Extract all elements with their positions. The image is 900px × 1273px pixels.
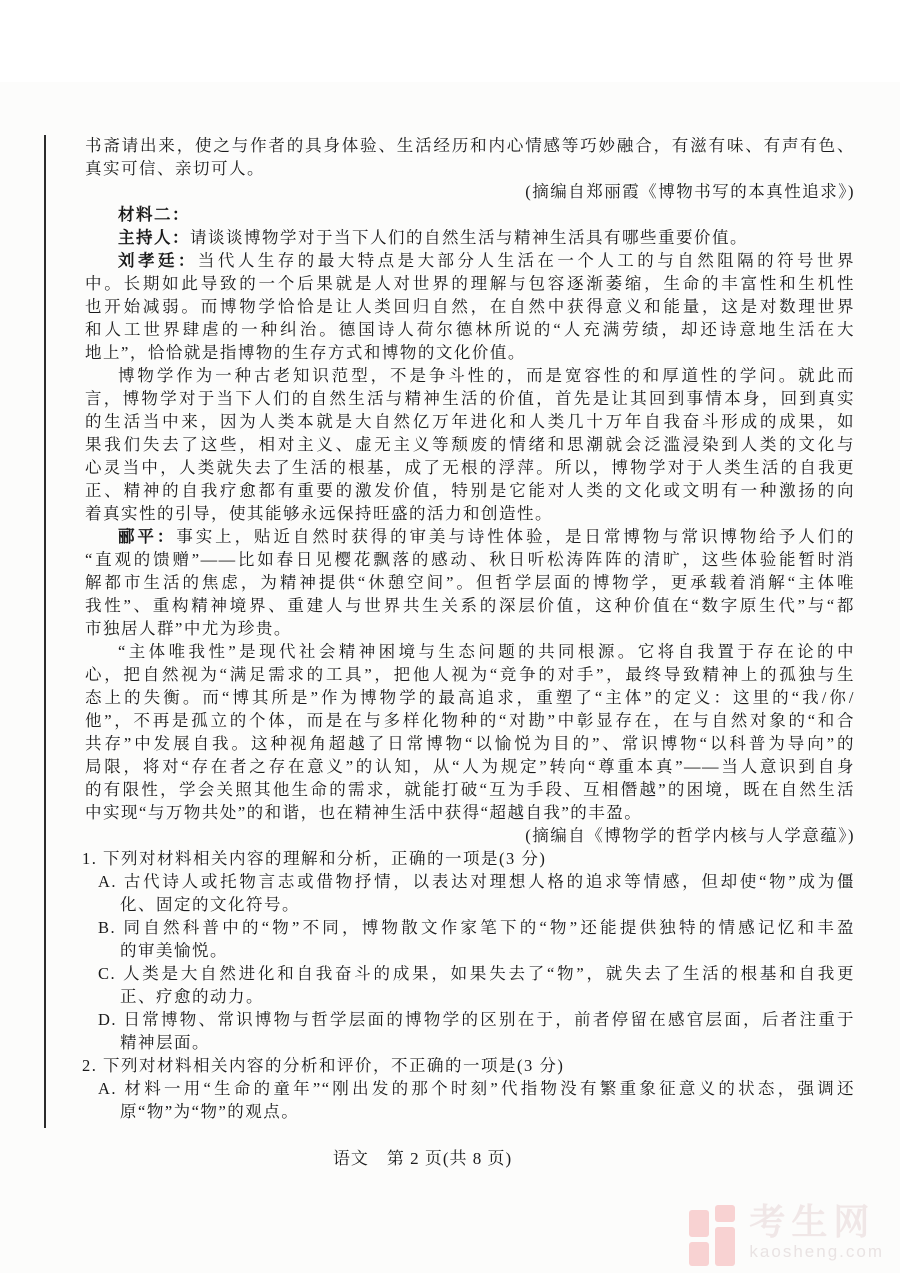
text-line: C. 人类是大自然进化和自我奋斗的成果，如果失去了“物”，就失去了生活的根基和自我更	[98, 964, 855, 983]
text-line: 地上”，恰恰就是指博物的生存方式和博物的文化价值。	[85, 343, 526, 362]
text-line: 的生活当中来，因为人类本就是大自然亿万年进化和人类几十万年自我奋斗形成的成果，如	[85, 412, 855, 431]
text-line: (摘编自《博物学的哲学内核与人学意蕴》)	[525, 826, 855, 845]
text-line	[85, 203, 855, 226]
text-line: 解都市生活的焦虑，为精神提供“休憩空间”。但哲学层面的博物学，更承载着消解“主体唯	[85, 573, 855, 592]
page-footer	[0, 1144, 845, 1169]
exam-body-text	[82, 134, 856, 1123]
speaker-name: 郦平：	[118, 527, 177, 546]
text-line: A. 古代诗人或托物言志或借物抒情，以表达对理想人格的追求等情感，但却使“物”成为僵	[98, 872, 855, 891]
text-line: “直观的馈赠”——比如春日见樱花飘落的感动、秋日听松涛阵阵的清旷，这些体验能暂时消	[85, 550, 855, 569]
text-line: 中实现“与万物共处”的和谐，也在精神生活中获得“超越自我”的丰盈。	[85, 803, 643, 822]
text-line: A. 材料一用“生命的童年”“刚出发的那个时刻”代指物没有繁重象征意义的状态，强调还	[98, 1079, 855, 1098]
page-footer-text: 语文 第 2 页(共 8 页)	[332, 1149, 513, 1168]
text-line: 2. 下列对材料相关内容的分析和评价，不正确的一项是(3 分)	[82, 1056, 565, 1075]
kaosheng-logo-icon	[689, 1205, 737, 1267]
text-line: 态上的失衡。而“博其所是”作为博物学的最高追求，重塑了“主体”的定义：这里的“我/你/	[85, 688, 855, 707]
text-line: B. 同自然科普中的“物”不同，博物散文作家笔下的“物”还能提供独特的情感记忆和丰盈	[98, 918, 855, 937]
text-line: D. 日常博物、常识博物与哲学层面的博物学的区别在于，前者停留在感官层面，后者注重于	[98, 1010, 855, 1029]
watermark-text	[749, 1202, 884, 1261]
text-line: 的审美愉悦。	[120, 941, 228, 960]
text-line: 博物学作为一种古老知识范型，不是争斗性的，而是宽容性的和厚道性的学问。就此而	[118, 366, 855, 385]
text-line: 着真实性的引导，使其能够永远保持旺盛的活力和创造性。	[85, 504, 553, 523]
kaosheng-watermark	[689, 1202, 884, 1267]
text-line: 原“物”为“物”的观点。	[120, 1102, 300, 1121]
text-line: 共存”中发展自我。这种视角超越了日常博物“以愉悦为目的”、常识博物“以科普为导向”的	[85, 734, 855, 753]
text-line: 正、精神的自我疗愈都有重要的激发价值，特别是它能对人类的文化或文明有一种激扬的向	[85, 481, 855, 500]
speaker-name: 主持人：	[118, 228, 190, 247]
logo-block	[715, 1205, 735, 1222]
text-line: 他”，不再是孤立的个体，而是在与多样化物种的“对勘”中彰显存在，在与自然对象的“和合	[85, 711, 855, 730]
text-line: 正、疗愈的动力。	[120, 987, 264, 1006]
text-line: 精神层面。	[120, 1033, 210, 1052]
text-line: 刘孝廷：当代人生存的最大特点是大部分人生活在一个人工的与自然阻隔的符号世界	[118, 251, 856, 270]
text-line: 心灵当中，人类就失去了生活的根基，成了无根的浮萍。所以，博物学对于人类生活的自我更	[85, 458, 855, 477]
watermark-brand-name: 考生网	[749, 1202, 876, 1242]
speaker-name: 刘孝廷：	[118, 251, 198, 270]
text-line: 市独居人群”中尤为珍贵。	[85, 619, 292, 638]
text-line: 和人工世界肆虐的一种纠治。德国诗人荷尔德林所说的“人充满劳绩，却还诗意地生活在大	[85, 320, 855, 339]
text-line: 的有限性，学会关照其他生命的需求，就能打破“互为手段、互相僭越”的困境，既在自然生活	[85, 780, 855, 799]
scan-border-line	[44, 135, 46, 1128]
text-line: 书斋请出来，使之与作者的具身体验、生活经历和内心情感等巧妙融合，有滋有味、有声有色、	[85, 136, 855, 155]
speaker-name: 材料二：	[118, 205, 190, 224]
text-line: 郦平：事实上，贴近自然时获得的审美与诗性体验，是日常博物与常识博物给予人们的	[118, 527, 856, 546]
text-line: 也开始减弱。而博物学恰恰是让人类回归自然，在自然中获得意义和能量，这是对数理世界	[85, 297, 855, 316]
text-line: 主持人：请谈谈博物学对于当下人们的自然生活与精神生活具有哪些重要价值。	[118, 228, 748, 247]
text-line: 我性”、重构精神境界、重建人与世界共生关系的深层价值，这种价值在“数字原生代”与“都	[85, 596, 855, 615]
logo-block	[689, 1242, 709, 1266]
logo-block	[689, 1210, 709, 1237]
watermark-domain: kaosheng.com	[749, 1242, 884, 1261]
text-line: “主体唯我性”是现代社会精神困境与生态问题的共同根源。它将自我置于存在论的中	[118, 642, 855, 661]
text-line: 1. 下列对材料相关内容的理解和分析，正确的一项是(3 分)	[82, 849, 547, 868]
logo-block	[715, 1227, 735, 1266]
text-line: (摘编自郑丽霞《博物书写的本真性追求》)	[525, 182, 855, 201]
text-line: 心，把自然视为“满足需求的工具”，把他人视为“竞争的对手”，最终导致精神上的孤独与生	[85, 665, 855, 684]
text-line: 言，博物学对于当下人们的自然生活与精神生活的价值，首先是让其回到事情本身，回到真实	[85, 389, 855, 408]
text-line: 果我们失去了这些，相对主义、虚无主义等颓废的情绪和思潮就会泛滥浸染到人类的文化与	[85, 435, 855, 454]
text-line: 化、固定的文化符号。	[120, 895, 300, 914]
text-line: 真实可信、亲切可人。	[85, 159, 265, 178]
text-line: 中。长期如此导致的一个后果就是人对世界的理解与包容逐渐萎缩，生命的丰富性和生机性	[85, 274, 855, 293]
text-line: 局限，将对“存在者之存在意义”的认知，从“人为规定”转向“尊重本真”——当人意识到自身	[85, 757, 855, 776]
